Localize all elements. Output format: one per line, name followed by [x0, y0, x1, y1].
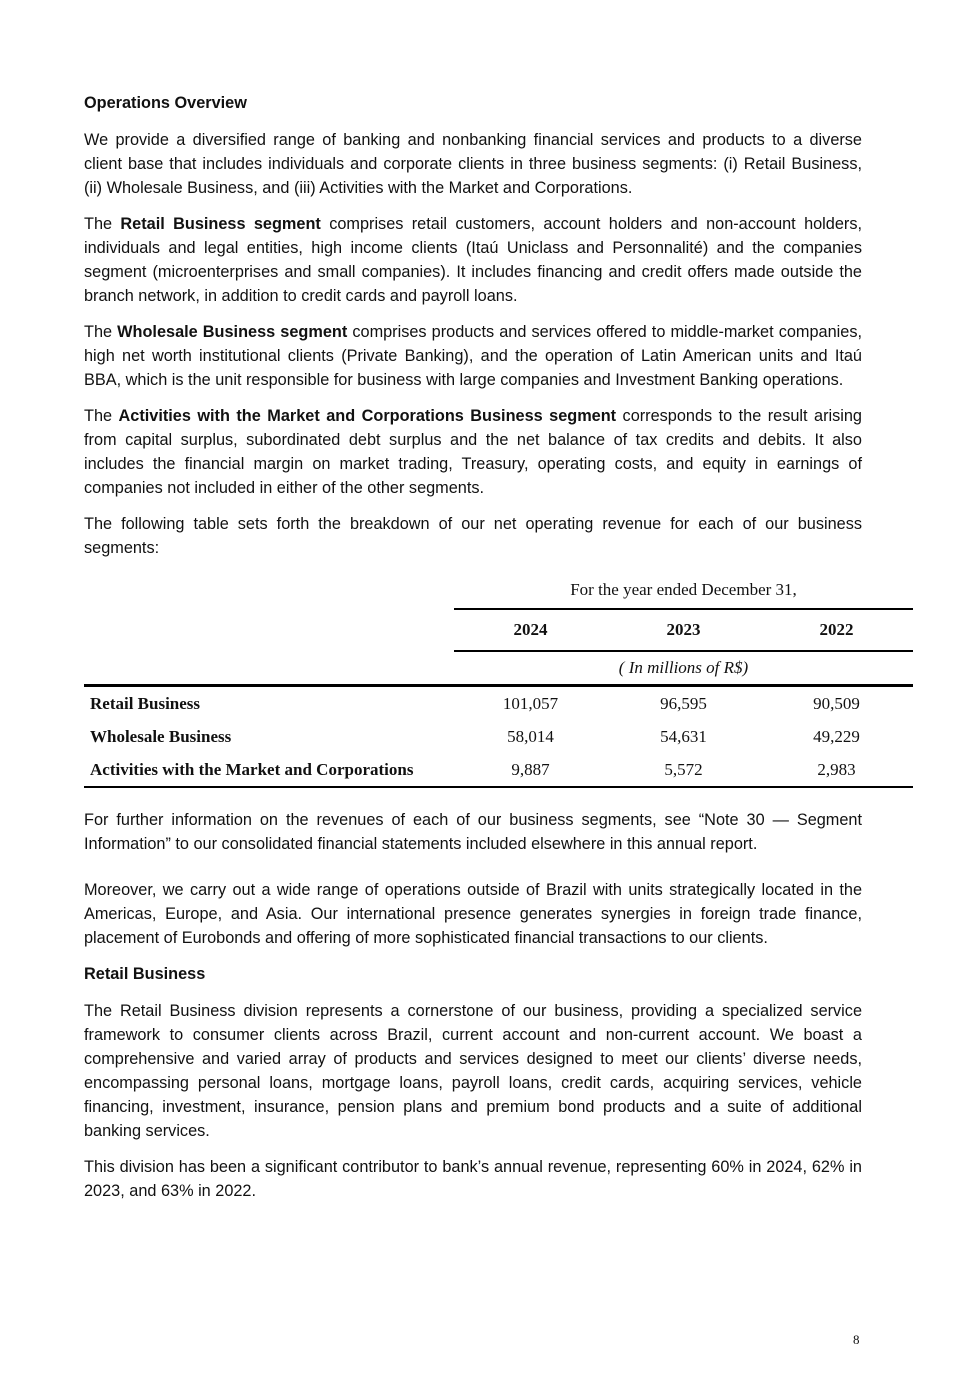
- table-cell: 9,887: [454, 753, 607, 787]
- table-empty-cell: [84, 651, 454, 686]
- table-year-header: 2023: [607, 609, 760, 651]
- table-cell: 101,057: [502, 693, 559, 713]
- table-unit-label: ( In millions of R$): [618, 658, 749, 677]
- bold-term-activities-segment: Activities with the Market and Corporations Business segment: [118, 407, 617, 425]
- table-row-label: Wholesale Business: [90, 726, 232, 746]
- table-unit-row: [84, 651, 913, 686]
- overview-paragraph-3: [84, 320, 862, 392]
- table-cell: 96,595: [660, 693, 707, 713]
- table-cell: 49,229: [813, 726, 860, 746]
- section-heading-operations-overview: Operations Overview: [84, 94, 247, 112]
- table-empty-cell: [84, 578, 454, 609]
- overview-paragraph-1: We provide a diversified range of banking and nonbanking financial services and products to a diverse client base that includes individuals and corporate clients in three business segments: (i) Retail Business, (ii) Wholesale Business, and (iii) Activities with the Market and Corporations.: [84, 131, 862, 197]
- bold-term-retail-segment: Retail Business segment: [120, 215, 321, 233]
- table-row-label: Activities with the Market and Corporations: [84, 753, 454, 787]
- bold-term-wholesale-segment: Wholesale Business segment: [117, 323, 348, 341]
- overview-paragraph-5: The following table sets forth the breakdown of our net operating revenue for each of our business segments:: [84, 515, 862, 557]
- table-caption-row: [84, 578, 913, 609]
- after-table-paragraph-2: Moreover, we carry out a wide range of operations outside of Brazil with units strategically located in the Americas, Europe, and Asia. Our international presence generates synergies in foreign trade finance, placement of Eurobonds and offering of more sophisticated financial transactions to our clients.: [84, 881, 862, 947]
- table-header-row: [84, 609, 913, 651]
- retail-paragraph-2: This division has been a significant contributor to bank’s annual revenue, representing 60% in 2024, 62% in 2023, and 63% in 2022.: [84, 1158, 862, 1200]
- after-table-paragraph-1: For further information on the revenues of each of our business segments, see “Note 30 — Segment Information” to our consolidated financial statements included elsewhere in this annual report.: [84, 811, 862, 853]
- text-run: comprises retail customers, account holders and non-account holders, individuals and legal entities, high income clients (Itaú Uniclass and Personnalité) and the companies segment (microenterprises and small companies). It includes financing and credit offers made outside the branch network, in addition to credit cards and payroll loans.: [84, 215, 862, 305]
- table-cell: 54,631: [660, 726, 707, 746]
- table-cell: 2,983: [760, 753, 913, 787]
- text-run: comprises products and services offered to middle-market companies, high net worth institutional clients (Private Banking), and the operation of Latin American units and Itaú BBA, which is the unit responsible for business with large companies and Investment Banking operations.: [84, 323, 862, 389]
- table-row: [84, 687, 913, 720]
- page-number: 8: [853, 1332, 860, 1347]
- overview-paragraph-2: [84, 212, 862, 308]
- table-row: [84, 720, 913, 753]
- table-caption: For the year ended December 31,: [454, 578, 913, 609]
- table-year-header: 2022: [760, 609, 913, 651]
- segment-revenue-table: [84, 578, 913, 788]
- text-run: corresponds to the result arising from capital surplus, subordinated debt surplus and the net balance of tax credits and debits. It also includes the financial margin on market trading, Treasury, operating costs, and equity in earnings of companies not included in either of the other segments.: [84, 407, 862, 497]
- text-run: The: [84, 407, 119, 425]
- table-empty-cell: [84, 609, 454, 651]
- text-run: The: [84, 215, 121, 233]
- retail-paragraph-1: The Retail Business division represents a cornerstone of our business, providing a specialized service framework to consumer clients across Brazil, current account and non-current account. We boast a comprehensive and varied array of products and services designed to meet our clients’ diverse needs, encompassing personal loans, mortgage loans, payroll loans, credit cards, acquiring services, vehicle financing, investment, insurance, pension plans and premium bond products and a suite of additional banking services.: [84, 1002, 862, 1140]
- table-row-label: Retail Business: [90, 693, 201, 713]
- table-year-header: 2024: [454, 609, 607, 651]
- table-row: [84, 753, 913, 787]
- table-cell: 90,509: [813, 693, 860, 713]
- table-cell: 58,014: [507, 726, 554, 746]
- document-page: [84, 91, 862, 1215]
- table-cell: 5,572: [607, 753, 760, 787]
- text-run: The: [84, 323, 118, 341]
- section-heading-retail-business: Retail Business: [84, 965, 206, 983]
- overview-paragraph-4: [84, 404, 862, 500]
